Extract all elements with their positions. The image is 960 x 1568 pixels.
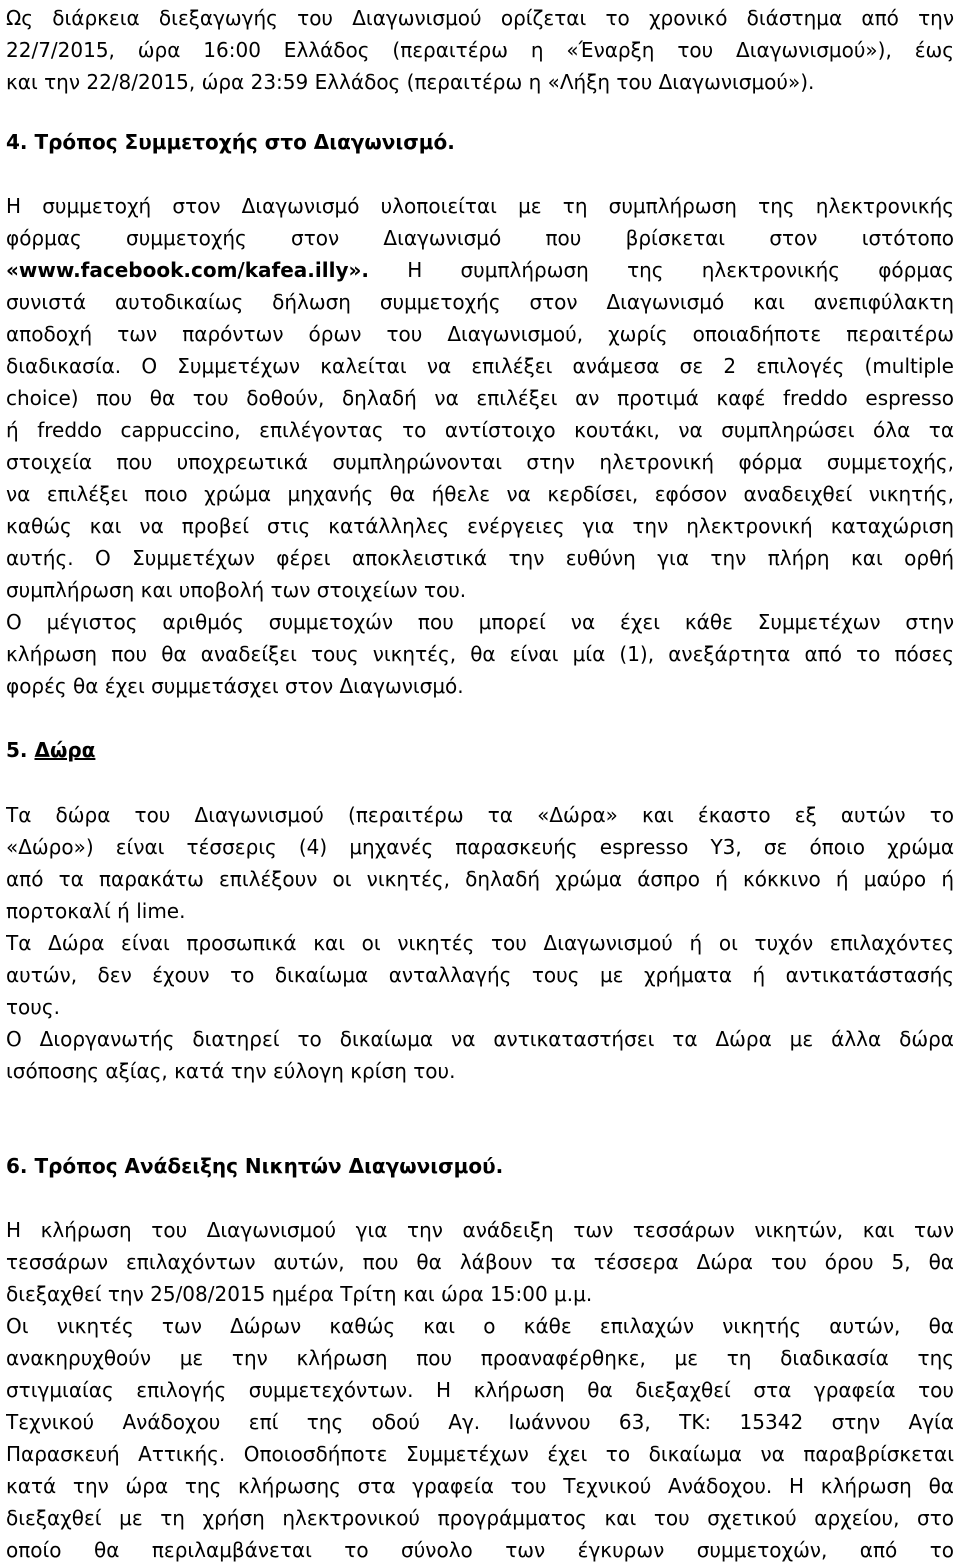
text-line: να επιλέξει ποιο χρώμα μηχανής θα ήθελε να κερδίσει, εφόσον αναδειχθεί νικητής,: [6, 482, 954, 506]
text-line: αυτής. Ο Συμμετέχων φέρει αποκλειστικά την ευθύνη για την πλήρη και ορθή: [6, 546, 954, 570]
text-line: συνιστά αυτοδικαίως δήλωση συμμετοχής στον Διαγωνισμό και ανεπιφύλακτη: [6, 290, 954, 314]
text-line: Τα δώρα του Διαγωνισμού (περαιτέρω τα «Δώρα» και έκαστο εξ αυτών το: [6, 803, 954, 827]
text-line: στιγμιαίας επιλογής συμμετεχόντων. Η κλήρωση θα διεξαχθεί στα γραφεία του: [6, 1378, 954, 1402]
text-line: τεσσάρων επιλαχόντων αυτών, που θα λάβουν τα τέσσερα Δώρα του όρου 5, θα: [6, 1250, 954, 1274]
section-5-heading: 5. Δώρα: [6, 738, 96, 762]
text-line: ισόποσης αξίας, κατά την εύλογη κρίση του.: [6, 1059, 456, 1083]
text-line: κλήρωση που θα αναδείξει τους νικητές, θα είναι μία (1), ανεξάρτητα από το πόσες: [6, 642, 954, 666]
text-line: τους.: [6, 995, 60, 1019]
text-line: Ο Διοργανωτής διατηρεί το δικαίωμα να αντικαταστήσει τα Δώρα με άλλα δώρα: [6, 1027, 954, 1051]
text-line: 22/7/2015, ώρα 16:00 Ελλάδος (περαιτέρω η «Έναρξη του Διαγωνισμού»), έως: [6, 38, 954, 62]
section-4-heading: 4. Τρόπος Συμμετοχής στο Διαγωνισμό.: [6, 130, 455, 154]
section-5-paragraph: [6, 799, 954, 1087]
text-line: ανακηρυχθούν με την κλήρωση που προαναφέρθηκε, με τη διαδικασία της: [6, 1346, 954, 1370]
text-line: Η συμμετοχή στον Διαγωνισμό υλοποιείται με τη συμπλήρωση της ηλεκτρονικής: [6, 194, 954, 218]
text-line: διεξαχθεί την 25/08/2015 ημέρα Τρίτη και ώρα 15:00 μ.μ.: [6, 1282, 593, 1306]
text-line: φορές θα έχει συμμετάσχει στον Διαγωνισμό.: [6, 674, 464, 698]
text-line: οποίο θα περιλαμβάνεται το σύνολο των έγκυρων συμμετοχών, από το: [6, 1538, 954, 1562]
text-line: διαδικασία. Ο Συμμετέχων καλείται να επιλέξει ανάμεσα σε 2 επιλογές (multiple: [6, 354, 954, 378]
text-line: Ως διάρκεια διεξαγωγής του Διαγωνισμού ορίζεται το χρονικό διάστημα από την: [6, 6, 954, 30]
section-6-heading: 6. Τρόπος Ανάδειξης Νικητών Διαγωνισμού.: [6, 1154, 504, 1178]
text-line: Ο μέγιστος αριθμός συμμετοχών που μπορεί να έχει κάθε Συμμετέχων στην: [6, 610, 954, 634]
text-line: «Δώρο») είναι τέσσερις (4) μηχανές παρασκευής espresso Y3, σε όποιο χρώμα: [6, 835, 954, 859]
text-line: διεξαχθεί με τη χρήση ηλεκτρονικού προγράμματος και του σχετικού αρχείου, στο: [6, 1506, 954, 1530]
text-line: πορτοκαλί ή lime.: [6, 899, 186, 923]
text-line: συμπλήρωση και υποβολή των στοιχείων του.: [6, 578, 467, 602]
text-line: φόρμας συμμετοχής στον Διαγωνισμό που βρίσκεται στον ιστότοπο: [6, 226, 954, 250]
text-line: από τα παρακάτω επιλέξουν οι νικητές, δηλαδή χρώμα άσπρο ή κόκκινο ή μαύρο ή: [6, 867, 954, 891]
text-line: Τεχνικού Ανάδοχου επί της οδού Αγ. Ιωάννου 63, ΤΚ: 15342 στην Αγία: [6, 1410, 954, 1434]
text-line: Οι νικητές των Δώρων καθώς και ο κάθε επιλαχών νικητής αυτών, θα: [6, 1314, 954, 1338]
text-line: Η κλήρωση του Διαγωνισμού για την ανάδειξη των τεσσάρων νικητών, και των: [6, 1218, 954, 1242]
text-line: Παρασκευή Αττικής. Οποιοσδήποτε Συμμετέχων έχει το δικαίωμα να παραβρίσκεται: [6, 1442, 954, 1466]
facebook-url: «www.facebook.com/kafea.illy».: [6, 258, 369, 282]
section-6-paragraph: [6, 1214, 954, 1566]
text-line: choice) που θα του δοθούν, δηλαδή να επιλέξει αν προτιμά καφέ freddo espresso: [6, 386, 954, 410]
text-line: αυτών, δεν έχουν το δικαίωμα ανταλλαγής τους με χρήματα ή αντικατάστασής: [6, 963, 954, 987]
duration-paragraph: [6, 2, 954, 98]
text-line: κατά την ώρα της κλήρωσης στα γραφεία του Τεχνικού Ανάδοχου. Η κλήρωση θα: [6, 1474, 954, 1498]
text-line: «www.facebook.com/kafea.illy». Η συμπλήρωση της ηλεκτρονικής φόρμας: [6, 258, 954, 282]
text-line: και την 22/8/2015, ώρα 23:59 Ελλάδος (περαιτέρω η «Λήξη του Διαγωνισμού»).: [6, 70, 815, 94]
section-4-paragraph: [6, 190, 954, 702]
text-line: καθώς και να προβεί στις κατάλληλες ενέργειες για την ηλεκτρονική καταχώριση: [6, 514, 954, 538]
text-line: Τα Δώρα είναι προσωπικά και οι νικητές του Διαγωνισμού ή οι τυχόν επιλαχόντες: [6, 931, 954, 955]
text-line: στοιχεία που υποχρεωτικά συμπληρώνονται στην ηλετρονική φόρμα συμμετοχής,: [6, 450, 954, 474]
text-line: αποδοχή των παρόντων όρων του Διαγωνισμού, χωρίς οποιαδήποτε περαιτέρω: [6, 322, 954, 346]
text-line: ή freddo cappuccino, επιλέγοντας το αντίστοιχο κουτάκι, να συμπληρώσει όλα τα: [6, 418, 954, 442]
